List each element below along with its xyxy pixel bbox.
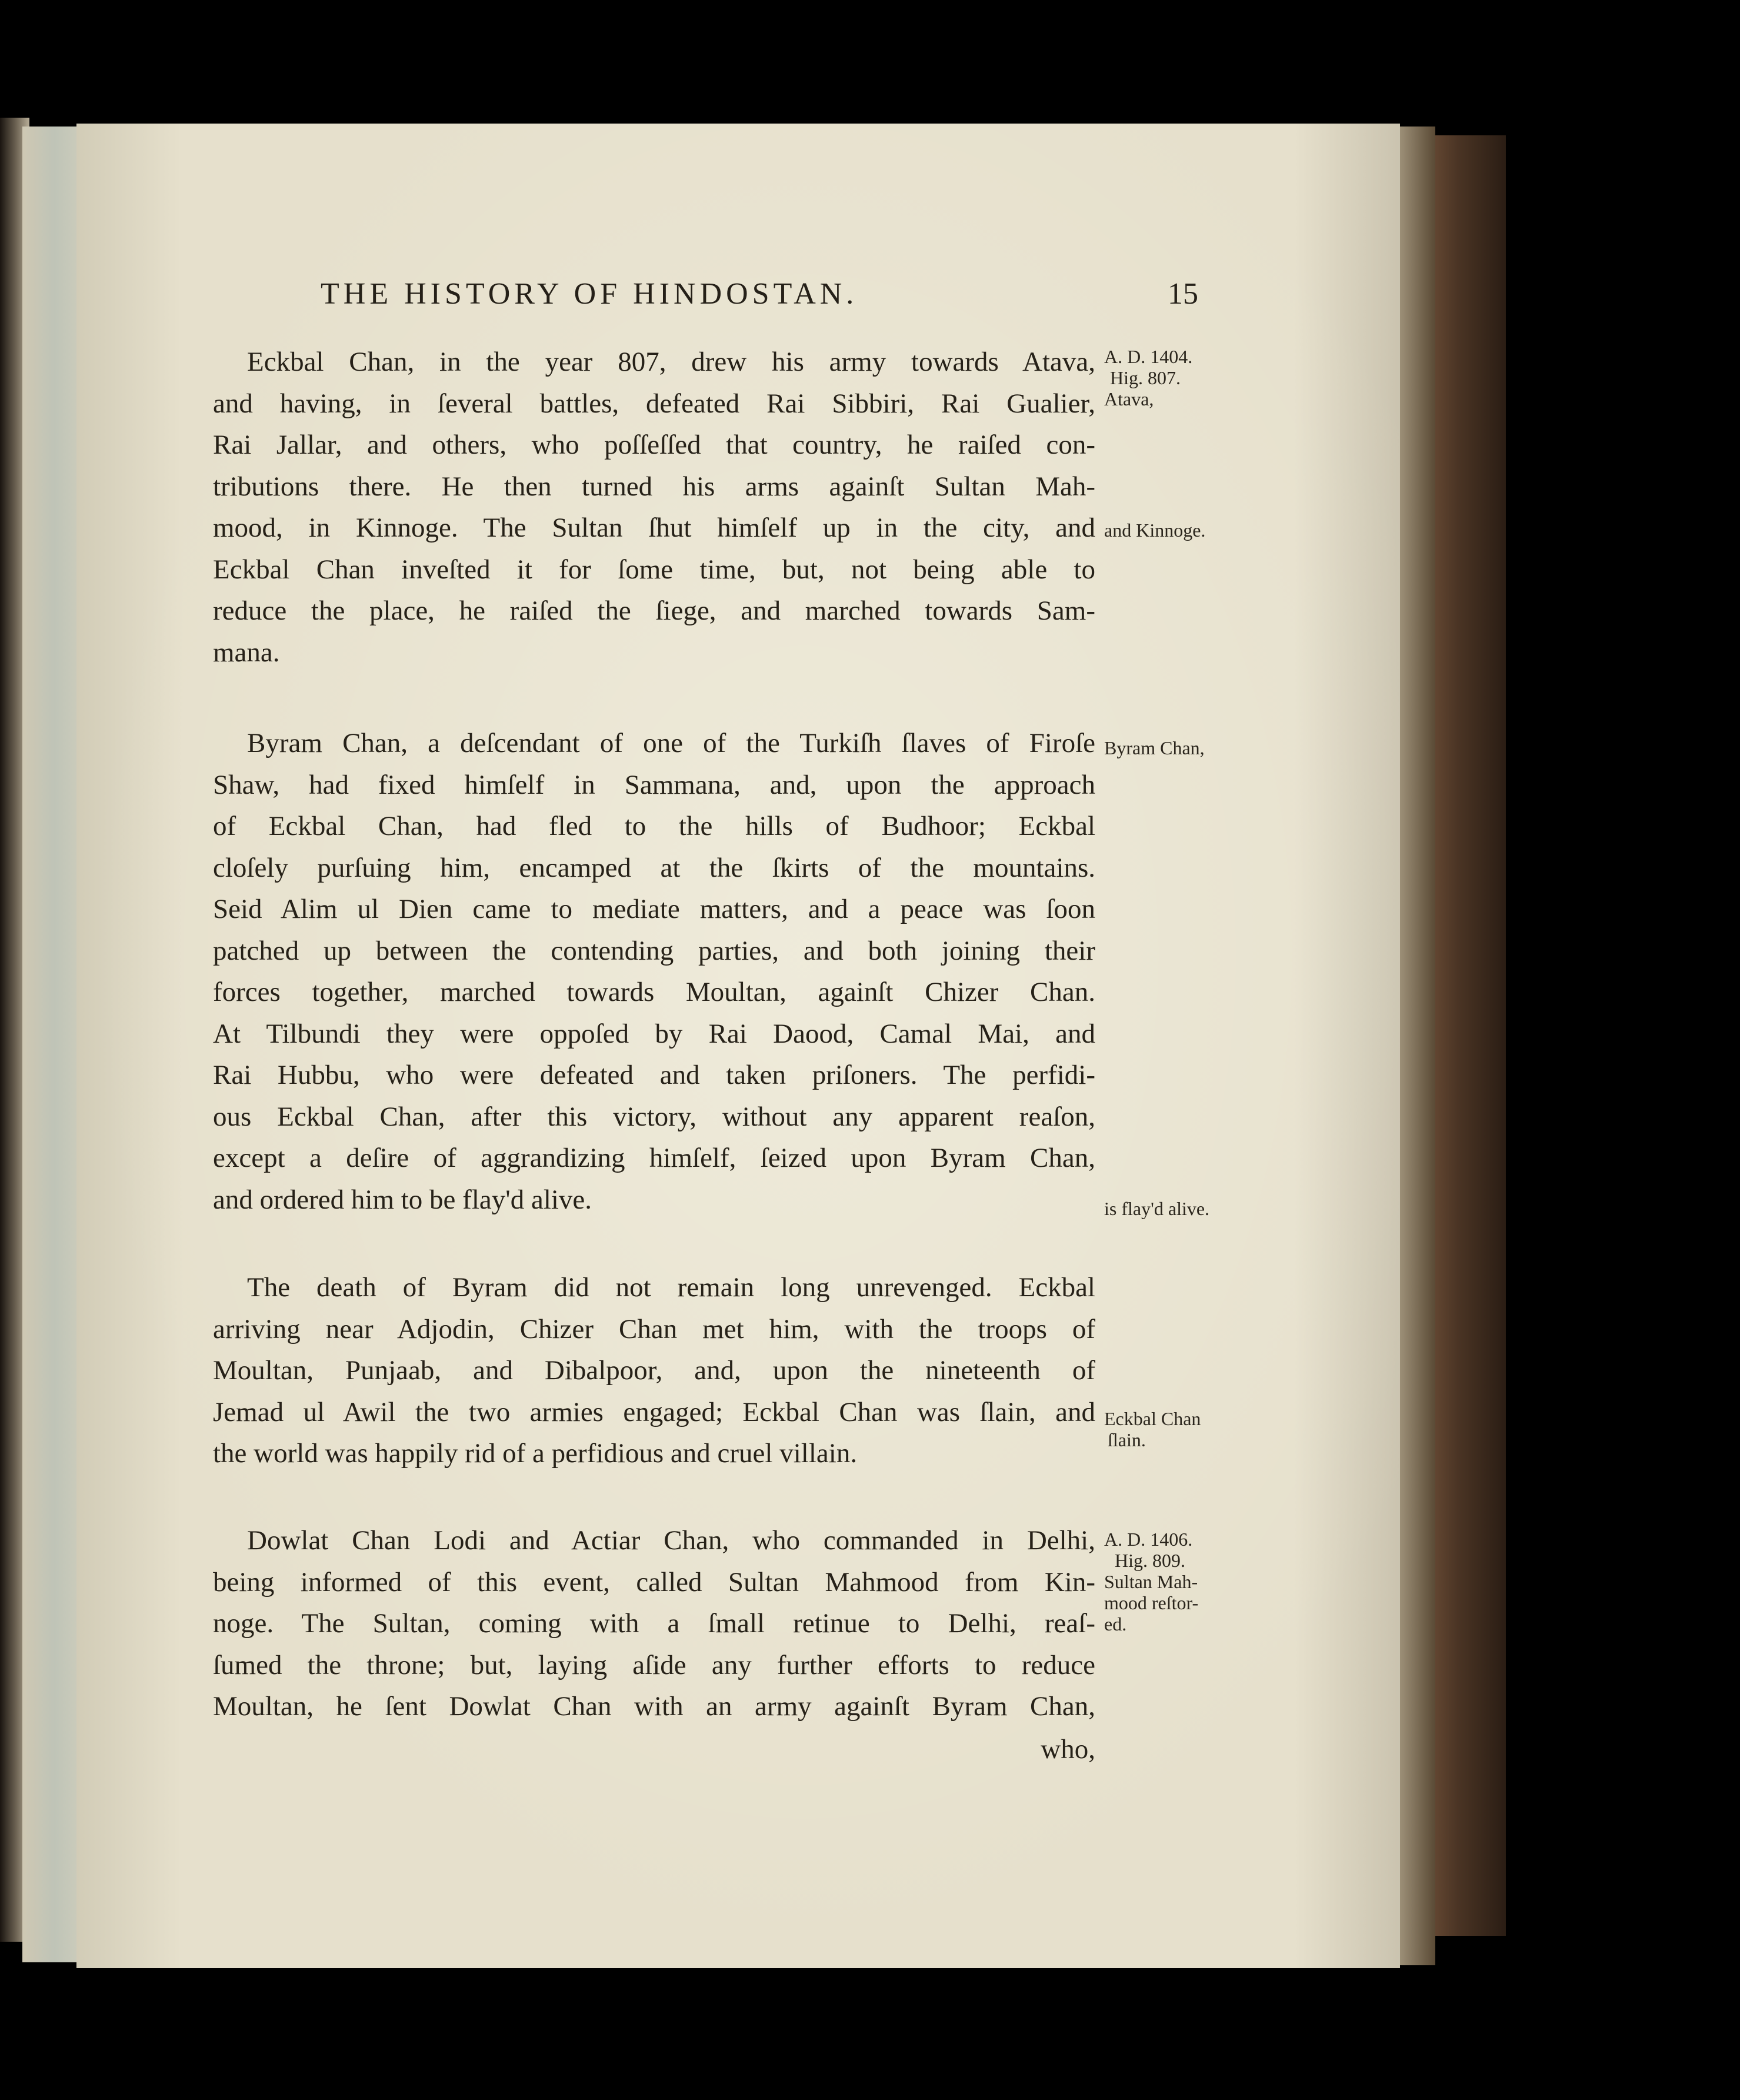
running-title: THE HISTORY OF HINDOSTAN. — [321, 277, 858, 311]
margin-note-line: A. D. 1406. — [1104, 1529, 1193, 1550]
margin-note-line: A. D. 1404. — [1104, 346, 1193, 367]
text-line: Byram Chan, a deſcendant of one of the Turkiſh ſlaves of Firoſe — [247, 728, 1095, 758]
margin-note-line: Eckbal Chan — [1104, 1408, 1201, 1429]
text-line: Moultan, he ſent Dowlat Chan with an army againſt Byram Chan, — [213, 1691, 1095, 1722]
margin-note-line: ſlain. — [1108, 1429, 1146, 1450]
margin-note-3 — [1104, 737, 1205, 758]
text-line: Rai Jallar, and others, who poſſeſſed that country, he raiſed con- — [213, 430, 1095, 460]
margin-note-line: Byram Chan, — [1104, 737, 1205, 758]
text-line: The death of Byram did not remain long unrevenged. Eckbal — [247, 1272, 1095, 1303]
text-line: reduce the place, he raiſed the ſiege, and marched towards Sam- — [213, 595, 1095, 626]
margin-note-4 — [1104, 1198, 1209, 1219]
page-number: 15 — [1168, 277, 1198, 311]
margin-note-line: mood reſtor- — [1104, 1592, 1199, 1613]
margin-note-line: Hig. 809. — [1115, 1550, 1185, 1571]
paragraph-4 — [213, 1520, 1095, 1728]
text-line: noge. The Sultan, coming with a ſmall retinue to Delhi, reaſ- — [213, 1608, 1095, 1639]
text-line: Seid Alim ul Dien came to mediate matters, and a peace was ſoon — [213, 894, 1095, 924]
text-line: Dowlat Chan Lodi and Actiar Chan, who commanded in Delhi, — [247, 1525, 1095, 1556]
margin-note-5 — [1104, 1408, 1201, 1450]
text-line: except a deſire of aggrandizing himſelf, ſeized upon Byram Chan, — [213, 1143, 1095, 1173]
text-line: and ordered him to be flay'd alive. — [213, 1184, 592, 1215]
catchword — [213, 1729, 1095, 1770]
margin-note-line: and Kinnoge. — [1104, 520, 1206, 541]
paragraph-2 — [213, 723, 1095, 1220]
text-line: mana. — [213, 637, 280, 668]
margin-note-line: Hig. 807. — [1110, 367, 1181, 388]
text-line: Moultan, Punjaab, and Dibalpoor, and, upon the nineteenth of — [213, 1355, 1095, 1386]
paragraph-3 — [213, 1267, 1095, 1475]
margin-note-6 — [1104, 1529, 1198, 1635]
margin-note-1 — [1104, 346, 1192, 410]
text-line: Rai Hubbu, who were defeated and taken priſoners. The perfidi- — [213, 1060, 1095, 1090]
page-right-edge — [1400, 127, 1435, 1965]
text-line: ous Eckbal Chan, after this victory, without any apparent reaſon, — [213, 1101, 1095, 1132]
text-line: of Eckbal Chan, had fled to the hills of Budhoor; Eckbal — [213, 811, 1095, 841]
text-line: Shaw, had fixed himſelf in Sammana, and, upon the approach — [213, 769, 1095, 800]
margin-note-line: Sultan Mah- — [1104, 1571, 1198, 1592]
text-line: Eckbal Chan, in the year 807, drew his army towards Atava, — [247, 347, 1095, 377]
text-line: being informed of this event, called Sultan Mahmood from Kin- — [213, 1566, 1095, 1598]
paragraph-1 — [213, 341, 1095, 673]
catchword-text: who, — [1041, 1734, 1095, 1765]
text-line: tributions there. He then turned his arms againſt Sultan Mah- — [213, 471, 1095, 502]
text-line: and having, in ſeveral battles, defeated Rai Sibbiri, Rai Gualier, — [213, 388, 1095, 419]
text-line: ſumed the throne; but, laying aſide any further efforts to reduce — [213, 1649, 1095, 1680]
text-line: cloſely purſuing him, encamped at the ſkirts of the mountains. — [213, 852, 1095, 883]
text-line: At Tilbundi they were oppoſed by Rai Daood, Camal Mai, and — [213, 1018, 1095, 1049]
margin-note-line: Atava, — [1104, 388, 1154, 410]
text-line: mood, in Kinnoge. The Sultan ſhut himſelf up in the city, and — [213, 512, 1095, 543]
text-line: Jemad ul Awil the two armies engaged; Eckbal Chan was ſlain, and — [213, 1396, 1095, 1427]
text-line: Eckbal Chan inveſted it for ſome time, but, not being able to — [213, 554, 1095, 585]
text-line: forces together, marched towards Moultan, againſt Chizer Chan. — [213, 977, 1095, 1007]
margin-note-2 — [1104, 520, 1205, 541]
margin-note-line: ed. — [1104, 1613, 1127, 1635]
text-line: patched up between the contending parties, and both joining their — [213, 935, 1095, 966]
text-line: arriving near Adjodin, Chizer Chan met him, with the troops of — [213, 1313, 1095, 1344]
text-line: the world was happily rid of a perfidious and cruel villain. — [213, 1438, 858, 1469]
margin-note-line: is flay'd alive. — [1104, 1198, 1210, 1219]
